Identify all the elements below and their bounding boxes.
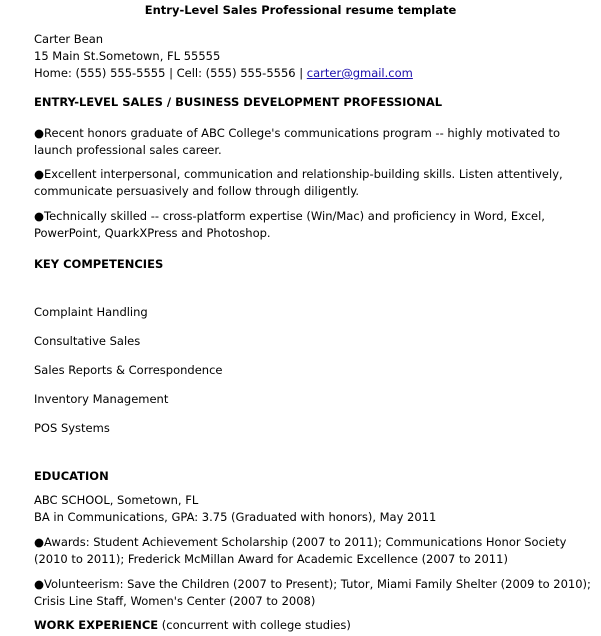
work-note: (concurrent with college studies) (158, 618, 351, 632)
competencies-heading: KEY COMPETENCIES (34, 257, 164, 271)
document-title: Entry-Level Sales Professional resume template (144, 3, 457, 17)
bullet-line: ●Technically skilled -- cross-platform expertise (Win/Mac) and proficiency in Word, Excel, (34, 209, 545, 223)
competency-item: POS Systems (34, 421, 110, 435)
bullet-line: ●Excellent interpersonal, communication and relationship-building skills. Listen attentively, (34, 167, 563, 181)
competency-item: Sales Reports & Correspondence (34, 363, 223, 377)
education-degree: BA in Communications, GPA: 3.75 (Graduated with honors), May 2011 (34, 510, 437, 524)
work-heading: WORK EXPERIENCE (34, 618, 159, 632)
bullet-line: ●Volunteerism: Save the Children (2007 to Present); Tutor, Miami Family Shelter (2009 to 2010); (34, 577, 591, 591)
competency-item: Consultative Sales (34, 334, 141, 348)
competency-item: Inventory Management (34, 392, 169, 406)
bullet-line: Crisis Line Staff, Women's Center (2007 to 2008) (34, 594, 316, 608)
education-school: ABC SCHOOL, Sometown, FL (34, 493, 199, 507)
education-block (34, 492, 574, 526)
summary-bullet (34, 208, 574, 242)
bullet-line: communicate persuasively and follow through diligently. (34, 184, 360, 198)
contact-address: 15 Main St.Sometown, FL 55555 (34, 49, 221, 63)
contact-block (34, 31, 574, 82)
summary-bullet (34, 166, 574, 200)
bullet-line: (2010 to 2011); Frederick McMillan Award for Academic Excellence (2007 to 2011) (34, 552, 508, 566)
contact-name: Carter Bean (34, 32, 104, 46)
summary-heading: ENTRY-LEVEL SALES / BUSINESS DEVELOPMENT PROFESSIONAL (34, 95, 443, 109)
contact-phones-line (34, 65, 574, 82)
education-bullet (34, 576, 591, 610)
competency-item: Complaint Handling (34, 305, 148, 319)
contact-phones: Home: (555) 555-5555 | Cell: (555) 555-5556 | (34, 66, 307, 80)
education-heading: EDUCATION (34, 469, 109, 483)
bullet-line: PowerPoint, QuarkXPress and Photoshop. (34, 226, 271, 240)
bullet-line: launch professional sales career. (34, 143, 222, 157)
work-heading-line (34, 617, 574, 634)
summary-bullet (34, 125, 574, 159)
education-bullet (34, 534, 574, 568)
email-link[interactable]: carter@gmail.com (306, 66, 413, 80)
bullet-line: ●Awards: Student Achievement Scholarship (2007 to 2011); Communications Honor Society (34, 535, 567, 549)
bullet-line: ●Recent honors graduate of ABC College's communications program -- highly motivated to (34, 126, 560, 140)
